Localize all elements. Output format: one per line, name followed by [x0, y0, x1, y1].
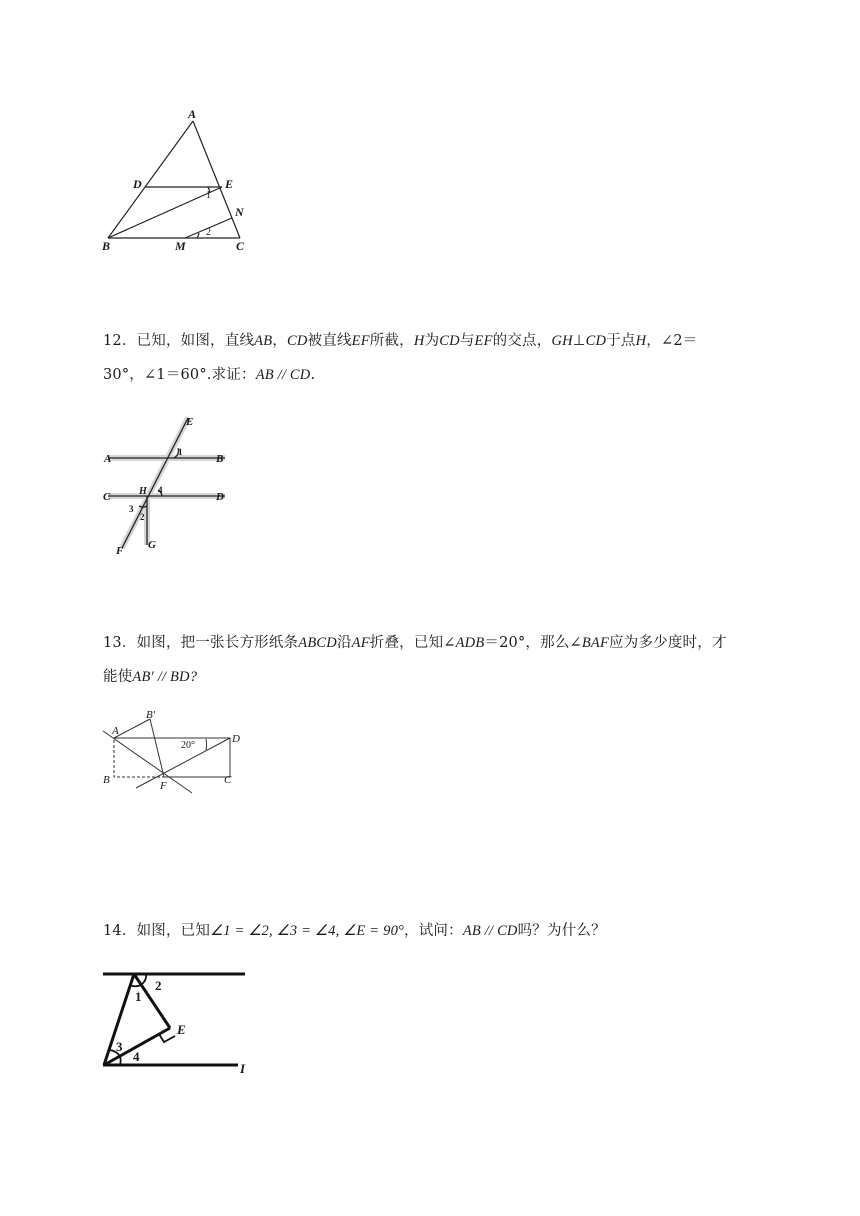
question-number: 13．: [103, 635, 137, 651]
angle-2-label: 2: [206, 227, 211, 238]
angle-4-label: 4: [133, 1049, 140, 1064]
label-F: F: [160, 780, 167, 792]
label-N: N: [235, 205, 244, 219]
label-B: B: [102, 239, 111, 253]
condition: ∠1 = ∠2, ∠3 = ∠4, ∠E = 90°: [210, 923, 405, 939]
label-C: C: [103, 491, 111, 503]
label-D: D: [232, 733, 240, 745]
label-E: E: [225, 177, 234, 191]
label-E: E: [177, 1022, 186, 1037]
angle-20-label: 20°: [181, 740, 195, 751]
label-F: F: [116, 545, 124, 557]
label-B: B: [216, 453, 224, 465]
angle-1-label: 1: [178, 447, 183, 457]
q13-figure: [98, 705, 258, 797]
question-number: 14．: [103, 923, 137, 939]
conclusion: AB′ // BD?: [132, 669, 198, 685]
label-D: D: [216, 491, 224, 503]
angle-2-label: 2: [155, 978, 162, 993]
angle-3-label: 3: [116, 1039, 123, 1054]
question-12: 12．已知，如图，直线AB，CD被直线EF所截，H为CD与EF的交点，GH⊥CD于点H，∠2＝ 30°，∠1＝60°.求证：AB // CD.: [103, 333, 698, 383]
label-M: M: [175, 239, 186, 253]
angle-1-label: 1: [135, 989, 142, 1004]
label-B-prime: B′: [146, 709, 156, 721]
label-G: G: [148, 539, 156, 551]
question-14: 14．如图，已知∠1 = ∠2, ∠3 = ∠4, ∠E = 90°，试问：AB // CD吗？为什么？: [103, 923, 606, 939]
label-A: A: [112, 725, 119, 737]
q14-figure: [100, 970, 250, 1075]
label-E: E: [186, 416, 194, 428]
triangle-figure: [95, 100, 265, 265]
label-C: C: [224, 774, 232, 786]
angle-2-label: 2: [140, 512, 145, 522]
edge-label: I: [240, 1061, 246, 1076]
label-A: A: [104, 453, 112, 465]
label-A: A: [188, 107, 197, 121]
label-B: B: [103, 774, 110, 786]
label-C: C: [236, 239, 245, 253]
angle-1-label: 1: [206, 190, 211, 201]
label-H: H: [139, 486, 147, 497]
angle-4-label: 4: [158, 485, 163, 495]
conclusion: AB // CD: [255, 367, 311, 383]
conclusion: AB // CD: [462, 923, 518, 939]
question-number: 12．: [103, 333, 137, 349]
angle-3-label: 3: [129, 504, 134, 514]
label-D: D: [133, 177, 142, 191]
question-13: 13．如图，把一张长方形纸条ABCD沿AF折叠，已知∠ADB＝20°，那么∠BAF应为多少度时，才 能使AB′ // BD?: [103, 635, 727, 685]
q12-figure: [100, 410, 240, 560]
